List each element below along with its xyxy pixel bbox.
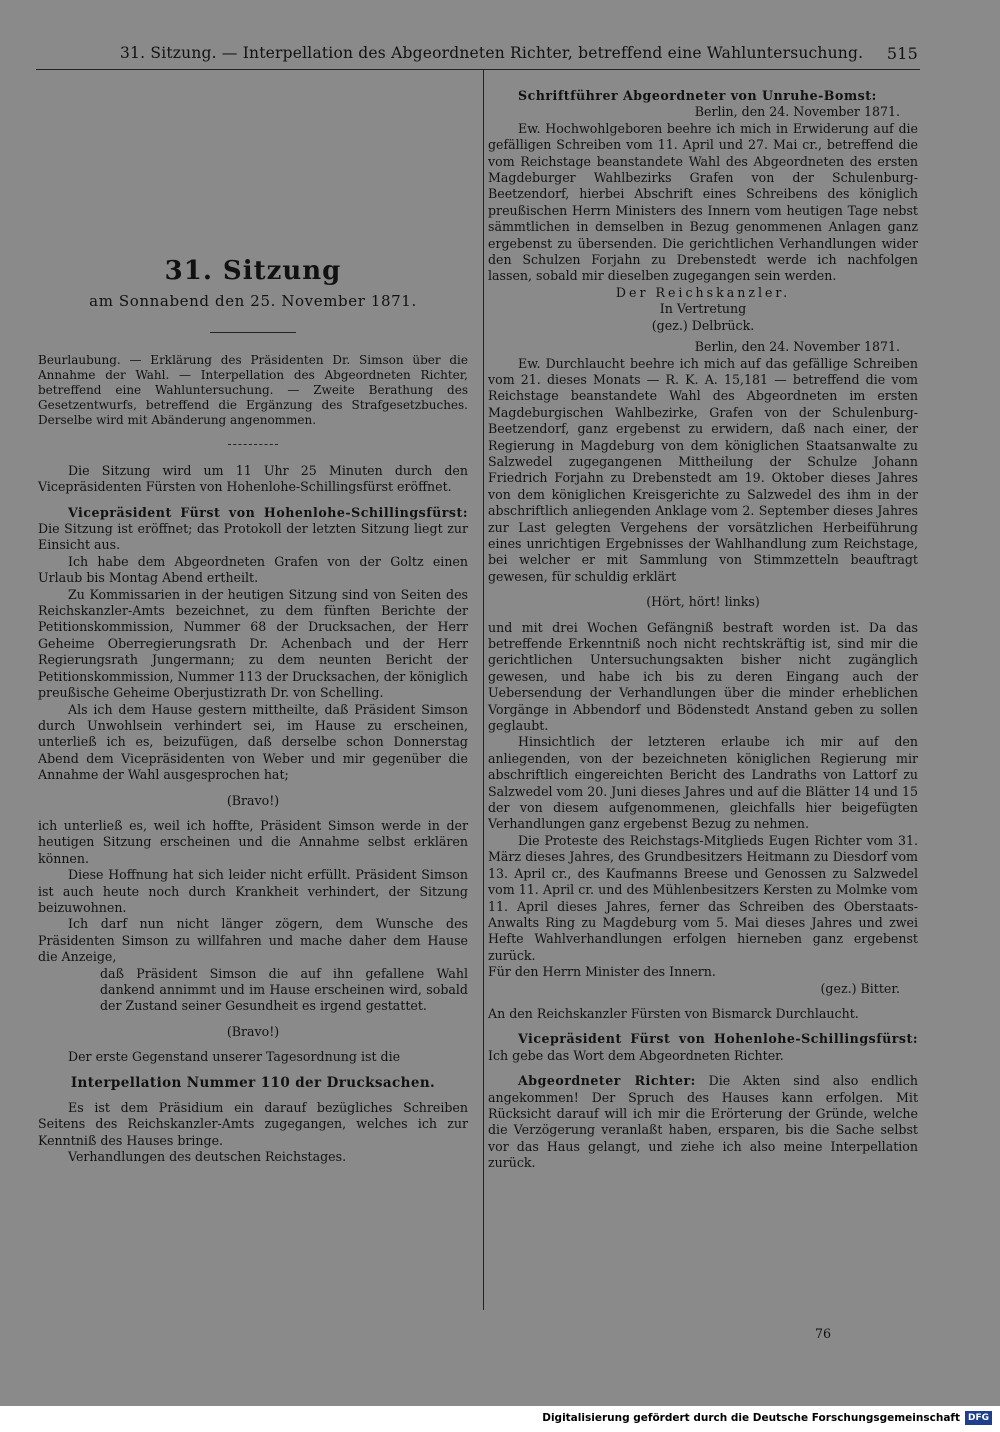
speaker-name: Vicepräsident Fürst von Hohenlohe-Schillingsfürst: (68, 504, 468, 520)
paragraph: Als ich dem Hause gestern mittheilte, daß Präsident Simson durch Unwohlsein verhindert sei, im Hause zu erscheinen, unterließ ich es, beizufügen, daß derselbe schon Donnerstag Abend dem Vicepräsidenten von Weber und mir gegenüber die Annahme der Wahl ausgesprochen hat; (38, 701, 468, 783)
page-footer-note: Verhandlungen des deutschen Reichstages. (68, 1149, 347, 1165)
right-column (488, 88, 918, 1172)
speech-paragraph (38, 505, 468, 554)
left-column (38, 0, 468, 1166)
dfg-logo-icon: DFG (965, 1411, 992, 1425)
letter-dateline: Berlin, den 24. November 1871. (694, 339, 900, 355)
ornament-rule (228, 444, 278, 445)
letter-signatory: Für den Herrn Minister des Innern. (488, 964, 716, 980)
letter-paragraph: Die Proteste des Reichstags-Mitglieds Eugen Richter vom 31. März dieses Jahres, des Grundbesitzers Heitmann zu Diesdorf vom 13. April cr., des Kaufmanns Breese und Genossen zu Salzwedel vom 11. April cr. und des Mühlenbesitzers Kersten zu Molmke vom 11. April dieses Jahres, ferner das Schreiben des Oberstaats-Anwalts Ring zu Magdeburg vom 5. Mai dieses Jahres und zwei Hefte Wahlverhandlungen erfolgen hierneben ganz ergebenst zurück. (488, 832, 918, 963)
speech-paragraph (488, 1031, 918, 1064)
letter-dateline: Berlin, den 24. November 1871. (694, 104, 900, 120)
speech-text: Ich gebe das Wort dem Abgeordneten Richter. (488, 1047, 784, 1063)
paragraph: Der erste Gegenstand unserer Tagesordnung ist die (68, 1049, 401, 1065)
paragraph: Es ist dem Präsidium ein darauf bezügliches Schreiben Seitens des Reichskanzler-Amts zugegangen, welches ich zur Kenntniß des Hauses bringe. (38, 1100, 468, 1148)
sheet-signature-number: 76 (815, 1326, 832, 1341)
letter-addressee: An den Reichskanzler Fürsten von Bismarck Durchlaucht. (488, 1005, 859, 1021)
paragraph: Die Sitzung wird um 11 Uhr 25 Minuten durch den Vicepräsidenten Fürsten von Hohenlohe-Schillingsfürst eröffnet. (38, 462, 468, 495)
speaker-name: Schriftführer Abgeordneter von Unruhe-Bomst: (518, 88, 877, 103)
letter-signatory: In Vertretung (659, 301, 747, 317)
interjection: (Hört, hört! links) (646, 594, 760, 610)
paragraph: ich unterließ es, weil ich hoffte, Präsident Simson werde in der heutigen Sitzung erscheinen und die Annahme selbst erklären können. (38, 817, 468, 866)
speaker-name: Abgeordneter Richter: (518, 1073, 696, 1089)
column-divider (483, 70, 484, 1310)
digitization-credit: Digitalisierung gefördert durch die Deutsche Forschungsgemeinschaft (542, 1412, 960, 1424)
letter-paragraph: Hinsichtlich der letzteren erlaube ich mir auf den anliegenden, von der bezeichneten königlichen Regierung mir abschriftlich eingereichten Bericht des Landraths von Lattorf zu Salzwedel vom 20. Juni dieses Jahres und auf die Blätter 14 und 15 der von diesem aufgenommenen, gleichfalls hier beigefügten Verhandlungen ganz ergebenst Bezug zu nehmen. (488, 734, 918, 832)
speaker-line (488, 88, 918, 104)
agenda-item-title: Interpellation Nummer 110 der Drucksachen. (70, 1074, 436, 1091)
paragraph: Zu Kommissarien in der heutigen Sitzung sind von Seiten des Reichskanzler-Amts bezeichnet, zu dem fünften Berichte der Petitionskommission, Nummer 68 der Drucksachen, der Herr Geheime Oberregierungsrath Dr. Achenbach und der Herr Regierungsrath Jungermann; zu dem neunten Bericht der Petitionskommission, Nummer 113 der Drucksachen, der königlich preußische Geheime Oberjustizrath Dr. von Schelling. (38, 586, 468, 701)
session-summary: Beurlaubung. — Erklärung des Präsidenten Dr. Simson über die Annahme der Wahl. — Interpellation des Abgeordneten Richter, betreffend eine Wahluntersuchung. — Zweite Berathung des Gesetzentwurfs, betreffend die Ergänzung des Strafgesetzbuches. Derselbe wird mit Abänderung angenommen. (38, 352, 468, 427)
letter-signatory: Der Reichskanzler. (615, 284, 791, 300)
letter-signature: (gez.) Delbrück. (651, 317, 755, 333)
running-header-title: 31. Sitzung. — Interpellation des Abgeordneten Richter, betreffend eine Wahluntersuchung. (120, 44, 864, 62)
page-number: 515 (886, 44, 918, 63)
letter-paragraph: Ew. Durchlaucht beehre ich mich auf das gefällige Schreiben vom 21. dieses Monats — R. K. A. 15,181 — betreffend die vom Reichstage beanstandete Wahl des Abgeordneten im ersten Magdeburgischen Wahlbezirke, Grafen von der Schulenburg-Beetzendorf, ganz ergebenst zu erwidern, daß nach einer, der Regierung in Magdeburg von dem königlichen Staatsanwalte zu Salzwedel zugegangenen Mittheilung der Schulze Johann Friedrich Forjahn zu Drebenstedt am 19. Oktober dieses Jahres von dem königlichen Kreisgerichte zu Salzwedel des ihm in der abschriftlich anliegenden Anklage vom 2. September dieses Jahres zur Last gelegten Vergehens der vorsätzlichen Herbeiführung eines unrichtigen Ergebnisses der Wahlhandlung zum Reichstage, bei welcher er mit Sammlung von Stimmzetteln beauftragt gewesen, für schuldig erklärt (488, 355, 918, 584)
speaker-name: Vicepräsident Fürst von Hohenlohe-Schillingsfürst: (518, 1031, 918, 1047)
session-date: am Sonnabend den 25. November 1871. (89, 292, 417, 311)
speech-text: Die Akten sind also endlich angekommen! Der Spruch des Hauses kann erfolgen. Mit Rücksicht darauf will ich mir die Erörterung der Gründe, welche die Verzögerung veranlaßt haben, ersparen, bis die Sache selbst vor das Haus gelangt, und ziehe ich also meine Interpellation zurück. (488, 1073, 918, 1171)
interjection: (Bravo!) (226, 1023, 280, 1039)
speech-text: Die Sitzung ist eröffnet; das Protokoll der letzten Sitzung liegt zur Einsicht aus. (38, 521, 468, 553)
digitization-footer (0, 1406, 1000, 1432)
session-heading: 31. Sitzung (164, 256, 342, 286)
paragraph: Ich darf nun nicht länger zögern, dem Wunsche des Präsidenten Simson zu willfahren und mache daher dem Hause die Anzeige, (38, 916, 468, 965)
paragraph: Diese Hoffnung hat sich leider nicht erfüllt. Präsident Simson ist auch heute noch durch Krankheit verhindert, der Sitzung beizuwohnen. (38, 867, 468, 915)
quoted-statement: daß Präsident Simson die auf ihn gefallene Wahl dankend annimmt und im Hause erscheinen wird, sobald der Zustand seiner Gesundheit es irgend gestattet. (100, 965, 468, 1014)
interjection: (Bravo!) (226, 792, 280, 808)
letter-paragraph: und mit drei Wochen Gefängniß bestraft worden ist. Da das betreffende Erkenntniß noch nicht rechtskräftig ist, sind mir die gerichtlichen Untersuchungsakten bisher nicht zugänglich gewesen, und habe ich bis zu deren Eingang auch der Uebersendung der Verhandlungen über die minder erheblichen Vorgänge in Abbendorf und Bödenstedt Anstand geben zu sollen geglaubt. (488, 619, 918, 734)
letter-paragraph: Ew. Hochwohlgeboren beehre ich mich in Erwiderung auf die gefälligen Schreiben vom 11. April und 27. Mai cr., betreffend die vom Reichstage beanstandete Wahl des Abgeordneten des ersten Magdeburger Wahlbezirks Grafen von der Schulenburg-Beetzendorf, hierbei Abschrift eines Schreibens des königlich preußischen Herrn Ministers des Innern vom heutigen Tage nebst sämmtlichen in demselben in Bezug genommenen Anlagen ganz ergebenst zu übersenden. Die gerichtlichen Verhandlungen wider den Schulzen Forjahn zu Drebenstedt werde ich nachfolgen lassen, sobald mir dieselben zugegangen sein werden. (488, 120, 918, 284)
letter-signature: (gez.) Bitter. (820, 980, 900, 996)
paragraph: Ich habe dem Abgeordneten Grafen von der Goltz einen Urlaub bis Montag Abend ertheilt. (38, 553, 468, 586)
speech-paragraph (488, 1073, 918, 1171)
short-rule (210, 332, 296, 333)
